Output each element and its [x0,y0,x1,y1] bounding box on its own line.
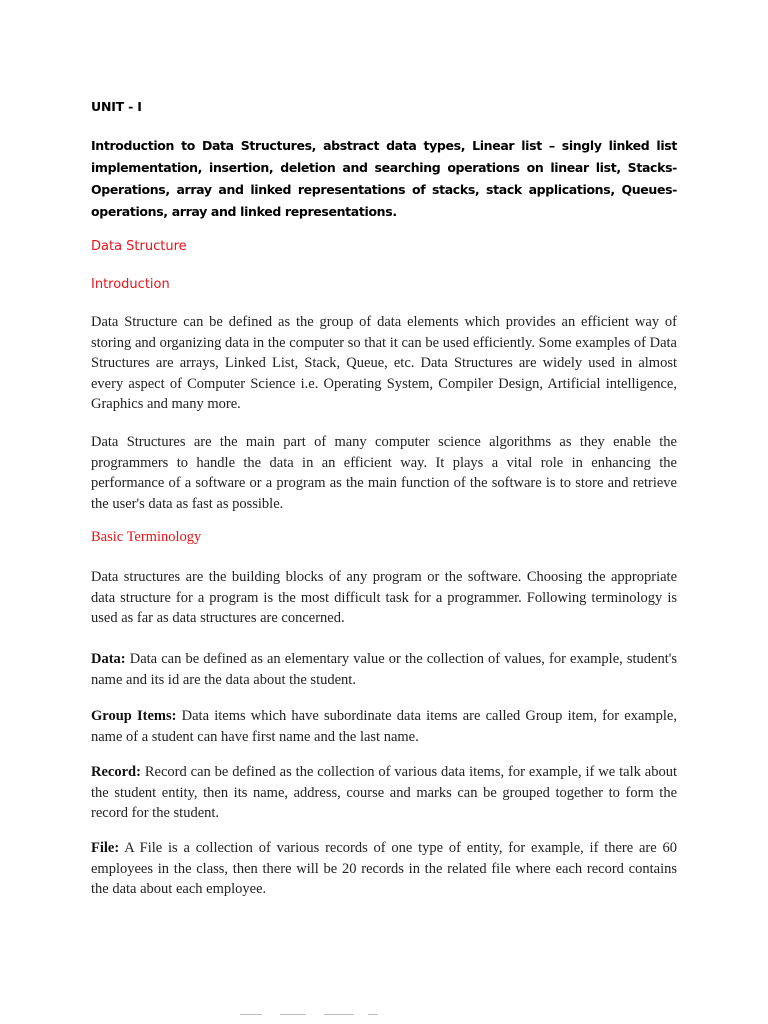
term-record [91,762,677,824]
footer-watermark [240,1012,400,1018]
intro-paragraph-1 [91,312,677,415]
term-definition: Record can be defined as the collection of various data items, for example, if we talk about the student entity, then its name, address, course and marks can be grouped together to form the record for the student. [91,764,677,821]
term-label: Group Items: [91,708,177,724]
term-data [91,649,677,690]
intro-lead-term: Data Structure [91,314,178,330]
intro-paragraph-2: Data Structures are the main part of many computer science algorithms as they enable the programmers to handle the data in an efficient way. It plays a vital role in enhancing the performance of a software or a program as the main function of the software is to store and retrieve the user's data as fast as possible. [91,434,677,512]
term-definition: A File is a collection of various records of one type of entity, for example, if there are 60 employees in the class, then there will be 20 records in the related file where each record contains the data about each employee. [91,840,677,897]
heading-basic-terminology: Basic Terminology [91,529,202,545]
intro-paragraph-1-text: can be defined as the group of data elements which provides an efficient way of storing and organizing data in the computer so that it can be used efficiently. Some examples of Data Structures are arrays, Linked List, Stack, Queue, etc. Data Structures are widely used in almost every aspect of Computer Science i.e. Operating System, Compiler Design, Artificial intelligence, Graphics and many more. [91,314,677,412]
term-label: File: [91,840,120,856]
term-definition: Data can be defined as an elementary value or the collection of values, for example, student's name and its id are the data about the student. [91,651,677,688]
term-label: Data: [91,651,126,667]
heading-data-structure: Data Structure [91,239,187,254]
term-group-items [91,706,677,747]
unit-title: UNIT - I [91,99,142,114]
heading-introduction: Introduction [91,277,170,292]
term-label: Record: [91,764,141,780]
terminology-intro-paragraph: Data structures are the building blocks of any program or the software. Choosing the appropriate data structure for a program is the most difficult task for a programmer. Following terminology is used as far as data structures are concerned. [91,569,677,626]
unit-summary: Introduction to Data Structures, abstract data types, Linear list – singly linked list implementation, insertion, deletion and searching operations on linear list, Stacks-Operations, array and linked representations of stacks, stack applications, Queues-operations, array and linked representations. [91,138,677,219]
term-file [91,838,677,900]
term-definition: Data items which have subordinate data items are called Group item, for example, name of a student can have first name and the last name. [91,708,677,745]
